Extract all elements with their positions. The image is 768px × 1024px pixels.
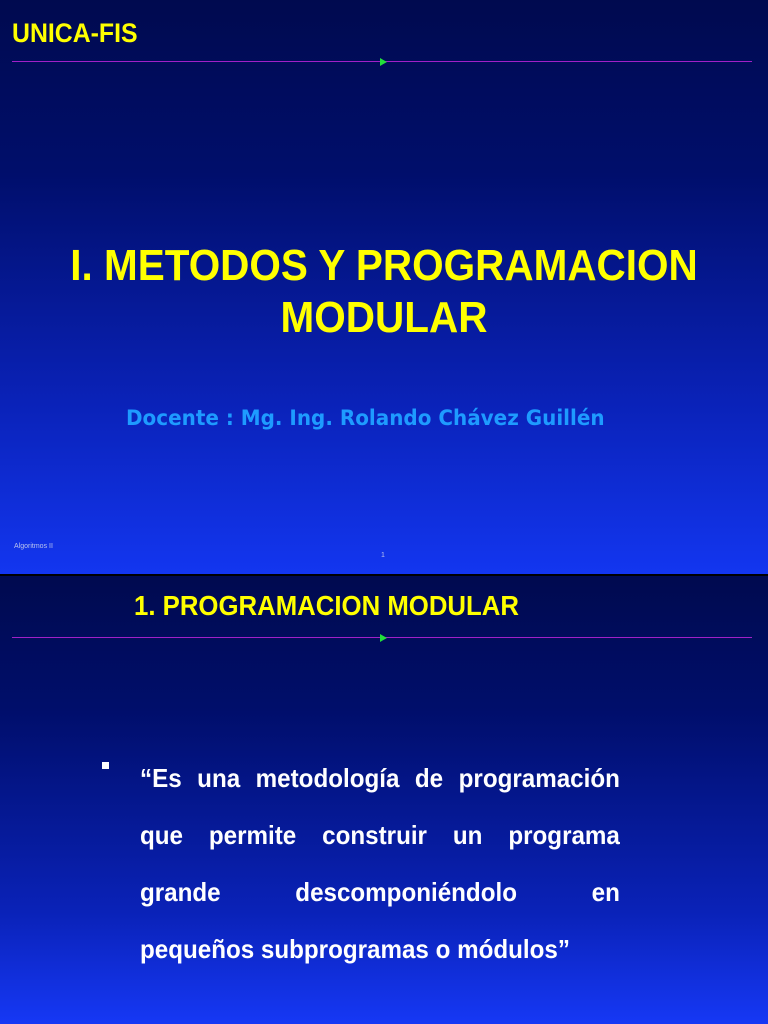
bullet-icon bbox=[102, 762, 109, 769]
bullet-text bbox=[140, 750, 620, 978]
slide-header: UNICA-FIS bbox=[12, 18, 138, 48]
title-line-2: MODULAR bbox=[280, 293, 488, 342]
footer-course: Algoritmos II bbox=[14, 543, 53, 550]
arrow-icon bbox=[380, 58, 387, 66]
page-number: 1 bbox=[381, 552, 385, 559]
bullet-line: que permite construir un programa bbox=[140, 820, 620, 850]
bullet-line: grande descomponiéndolo en bbox=[140, 877, 620, 907]
slide-title bbox=[31, 240, 738, 344]
title-line-1: I. METODOS Y PROGRAMACION bbox=[70, 241, 698, 290]
bullet-line: pequeños subprogramas o módulos” bbox=[140, 934, 570, 964]
slide-2 bbox=[0, 576, 768, 1024]
slide-title: 1. PROGRAMACION MODULAR bbox=[134, 590, 519, 621]
docente-label: Docente : Mg. Ing. Rolando Chávez Guillén bbox=[126, 406, 605, 430]
bullet-line: “Es una metodología de programación bbox=[140, 763, 620, 793]
arrow-icon bbox=[380, 634, 387, 642]
